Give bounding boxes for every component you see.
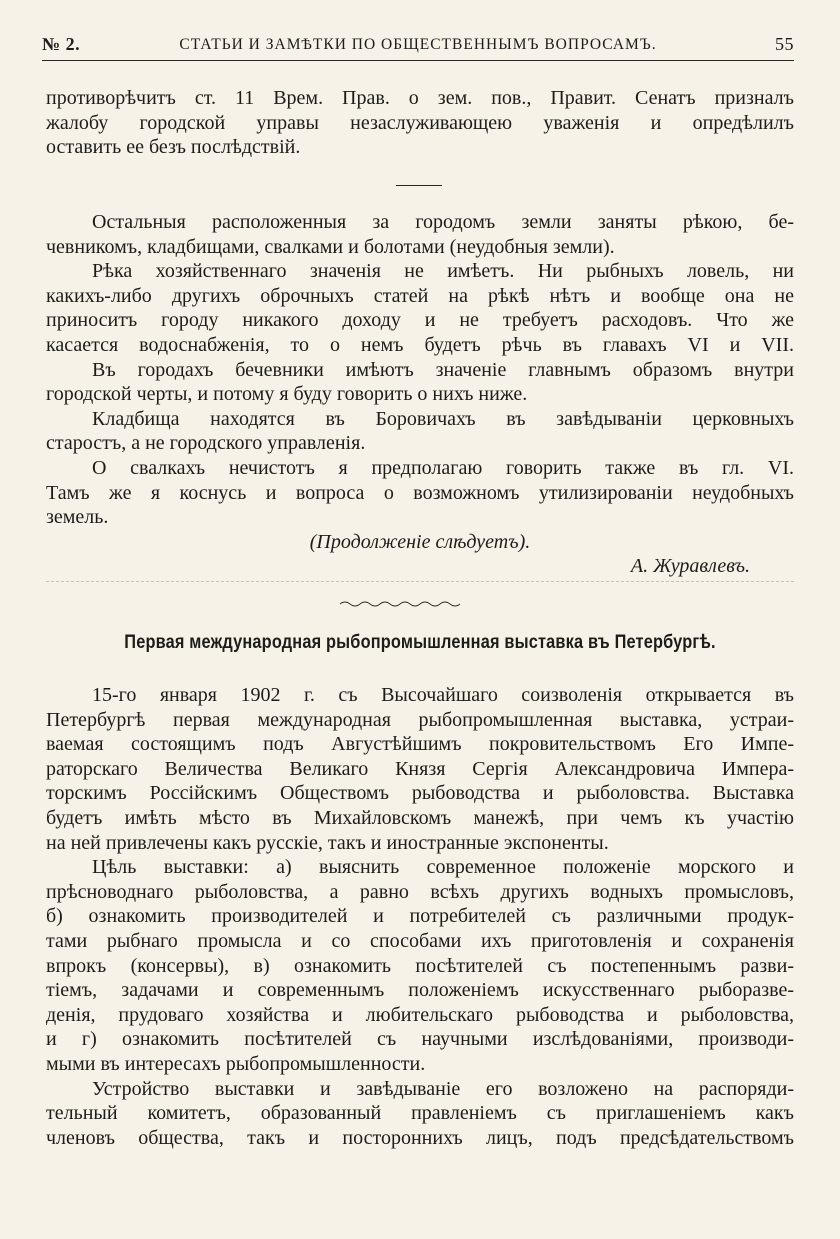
exhibition-article bbox=[46, 683, 794, 1150]
top-paragraph bbox=[46, 86, 794, 160]
text-line: раторскаго Величества Великаго Князя Сергія Александровича Импера- bbox=[46, 757, 794, 780]
section-divider bbox=[396, 185, 442, 186]
text-line: Въ городахъ бечевники имѣютъ значеніе главнымъ образомъ внутри bbox=[92, 358, 794, 381]
text-line: членовъ общества, такъ и постороннихъ лицъ, подъ предсѣдательствомъ bbox=[46, 1126, 794, 1149]
text-line: городской черты, и потому я буду говорить о нихъ ниже. bbox=[46, 383, 528, 406]
text-line: земель. bbox=[46, 506, 109, 529]
header-title: СТАТЬИ И ЗАМѢТКИ ПО ОБЩЕСТВЕННЫМЪ ВОПРОСАМЪ. bbox=[179, 36, 657, 53]
text-line: впрокъ (консервы), в) ознакомить посѣтителей съ постепеннымъ разви- bbox=[46, 954, 794, 977]
text-line: оставить ее безъ послѣдствій. bbox=[46, 136, 301, 159]
text-line: денія, прудоваго хозяйства и любительскаго рыбоводства и рыболовства, bbox=[46, 1003, 794, 1026]
text-line: Рѣка хозяйственнаго значенія не имѣетъ. Ни рыбныхъ ловель, ни bbox=[92, 260, 794, 283]
text-line: О свалкахъ нечистотъ я предполагаю говорить также въ гл. VI. bbox=[92, 456, 794, 479]
text-line: Петербургѣ первая международная рыбопромышленная выставка, устраи- bbox=[46, 708, 794, 731]
text-line: приноситъ городу никакого доходу и не требуетъ расходовъ. Что же bbox=[46, 309, 794, 332]
text-line: 15-го января 1902 г. съ Высочайшаго соизволенія открывается въ bbox=[92, 684, 794, 706]
text-line: какихъ-либо другихъ оброчныхъ статей на рѣкѣ нѣтъ и вообще она не bbox=[46, 284, 794, 307]
text-line: Устройство выставки и завѣдываніе его возложено на распоряди- bbox=[92, 1077, 794, 1100]
continuation-note: (Продолженіе слѣдуетъ). bbox=[309, 530, 531, 553]
text-line: старостъ, а не городского управленія. bbox=[46, 432, 366, 455]
text-line: чевникомъ, кладбищами, свалками и болотами (неудобныя земли). bbox=[46, 235, 615, 258]
text-line: будетъ имѣть мѣсто въ Михайловскомъ манежѣ, при чемъ къ участію bbox=[46, 806, 794, 829]
text-line: на ней привлечены какъ русскіе, такъ и иностранные экспоненты. bbox=[46, 831, 609, 854]
author-signature: А. Журавлевъ. bbox=[630, 555, 750, 578]
issue-number: № 2. bbox=[42, 34, 81, 54]
text-line: и г) ознакомить посѣтителей съ научными изслѣдованіями, производи- bbox=[46, 1028, 794, 1051]
text-line: тами рыбнаго промысла и со способами ихъ приготовленія и сохраненія bbox=[46, 929, 794, 952]
page-crease bbox=[46, 581, 794, 582]
page-number: 55 bbox=[775, 34, 794, 54]
wavy-divider bbox=[340, 599, 460, 609]
article-body bbox=[46, 210, 794, 579]
text-line: касается водоснабженія, то о немъ будетъ рѣчь въ главахъ VI и VII. bbox=[46, 333, 794, 356]
text-line: б) ознакомить производителей и потребителей съ различными продук- bbox=[46, 905, 794, 928]
text-line: ваемая состоящимъ подъ Августѣйшимъ покровительствомъ Его Импе- bbox=[46, 733, 794, 756]
section-heading: Первая международная рыбопромышленная выставка въ Петербургѣ. bbox=[124, 632, 716, 653]
text-line: Остальныя расположенныя за городомъ земли заняты рѣкою, бе- bbox=[92, 211, 794, 233]
text-line: Тамъ же я коснусь и вопроса о возможномъ утилизированіи неудобныхъ bbox=[46, 481, 794, 504]
text-line: торскимъ Россійскимъ Обществомъ рыбоводства и рыболовства. Выставка bbox=[46, 782, 794, 805]
running-header bbox=[42, 30, 794, 61]
text-line: тіемъ, задачами и современнымъ положеніемъ искусственнаго рыборазве- bbox=[46, 979, 794, 1002]
text-line: противорѣчитъ ст. 11 Врем. Прав. о зем. пов., Правит. Сенатъ призналъ bbox=[46, 87, 794, 109]
text-line: жалобу городской управы незаслуживающею уваженія и опредѣлилъ bbox=[46, 111, 794, 134]
text-line: Кладбища находятся въ Боровичахъ въ завѣдываніи церковныхъ bbox=[92, 407, 794, 430]
text-line: мыми въ интересахъ рыбопромышленности. bbox=[46, 1052, 426, 1075]
text-line: прѣсноводнаго рыболовства, а равно всѣхъ другихъ водныхъ промысловъ, bbox=[46, 880, 794, 903]
text-line: Цѣль выставки: а) выяснить современное положеніе морского и bbox=[92, 856, 794, 879]
text-line: тельный комитетъ, образованный правленіемъ съ приглашеніемъ какъ bbox=[46, 1102, 794, 1125]
